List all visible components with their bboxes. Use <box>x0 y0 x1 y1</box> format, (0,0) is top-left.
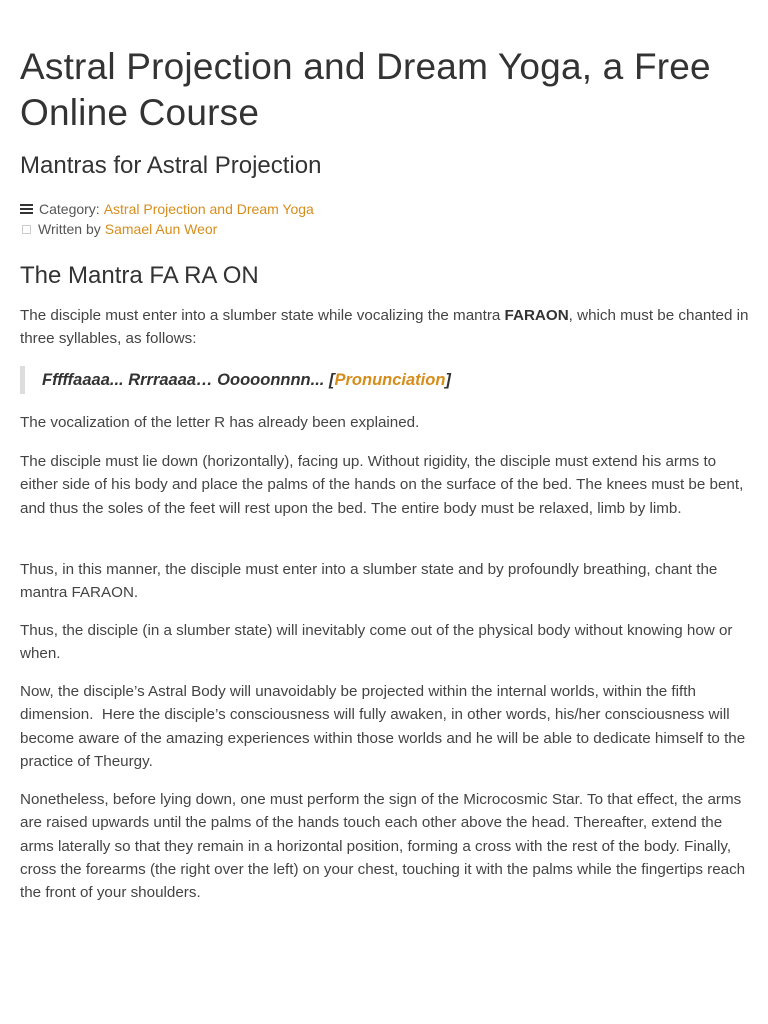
mantra-name: FARAON <box>504 307 569 324</box>
paragraph-vocalization: The vocalization of the letter R has already been explained. <box>20 414 420 431</box>
paragraph-position: The disciple must lie down (horizontally), facing up. Without rigidity, the disciple must extend his arms to either side of his body and place the palms of the hands on the surface of the bed. The knees must be bent, and thus the soles of the feet will rest upon the bed. The entire body must be relaxed, limb by limb. <box>20 453 744 517</box>
mantra-quote-text: Fffffaaaa... Rrrraaaa… Ooooonnnn... [ <box>42 371 335 389</box>
category-label: Category: <box>39 201 100 217</box>
paragraph-astral-body: Now, the disciple’s Astral Body will unavoidably be projected within the internal worlds, within the fifth dimension. Here the disciple’s consciousness will fully awaken, in other words, his/her consciousness will become aware of the amazing experiences within those worlds and he will be able to dedicate himself to the practice of Theurgy. <box>20 683 746 770</box>
section-heading: The Mantra FA RA ON <box>20 262 259 289</box>
paragraph-intro-text-1: The disciple must enter into a slumber state while vocalizing the mantra <box>20 307 505 324</box>
category-link[interactable]: Astral Projection and Dream Yoga <box>103 201 314 217</box>
article-title: Mantras for Astral Projection <box>20 152 322 179</box>
author-link[interactable]: Samael Aun Weor <box>104 221 218 237</box>
paragraph-intro <box>20 304 750 351</box>
category-meta <box>20 199 314 219</box>
paragraph-intro-text-2: , which must be chanted in three syllables, as follows: <box>20 307 749 348</box>
author-meta <box>20 219 217 239</box>
paragraph-breathing: Thus, in this manner, the disciple must enter into a slumber state and by profoundly breathing, chant the mantra FARAON. <box>20 561 718 602</box>
hamburger-icon <box>20 204 33 214</box>
paragraph-microcosmic-star: Nonetheless, before lying down, one must perform the sign of the Microcosmic Star. To that effect, the arms are raised upwards until the palms of the hands touch each other above the head. Thereafter, extend the arms laterally so that they remain in a horizontal position, forming a cross with the rest of the body. Finally, cross the forearms (the right over the left) on your chest, touching it with the palms while the fingertips reach the front of your shoulders. <box>20 791 746 902</box>
user-icon <box>22 225 31 234</box>
paragraph-slumber: Thus, the disciple (in a slumber state) will inevitably come out of the physical body without knowing how or when. <box>20 622 733 663</box>
mantra-quote <box>20 366 750 394</box>
written-by-label: Written by <box>38 221 101 237</box>
pronunciation-link[interactable]: Pronunciation <box>334 371 446 389</box>
course-title: Astral Projection and Dream Yoga, a Free Online Course <box>20 46 711 133</box>
mantra-quote-end: ] <box>445 371 451 389</box>
